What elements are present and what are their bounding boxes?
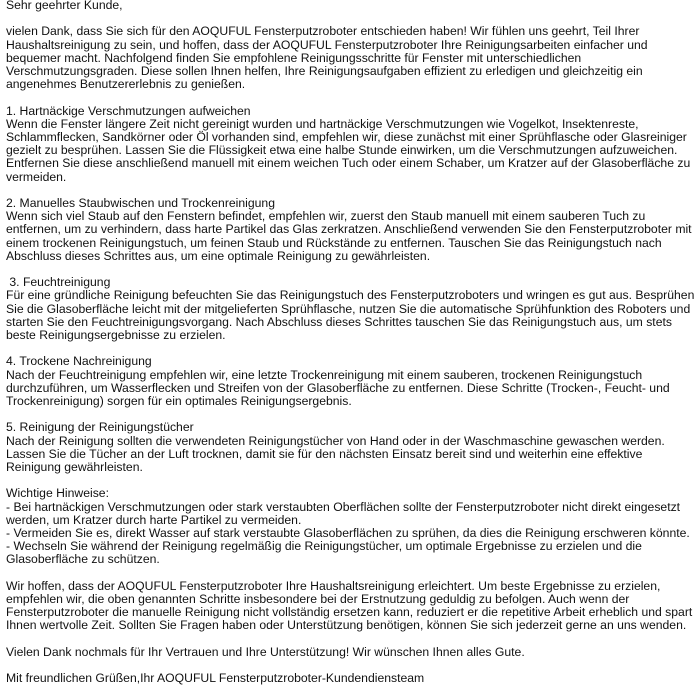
step-1-body: Wenn die Fenster längere Zeit nicht gereinigt wurden und hartnäckige Verschmutzungen wie Vogelkot, Insektenreste, Schlammflecken, Sandkörner oder Öl vorhanden sind, empfehlen wir, diese zunächst mit einer Sprühflasche oder Glasreiniger gezielt zu besprühen. Lassen Sie die Flüssigkeit etwa eine halbe Stunde einwirken, um die Verschmutzungen aufzuweichen. Entfernen Sie diese anschließend manuell mit einem weichen Tuch oder einem Schaber, um Kratzer auf der Glasoberfläche zu vermeiden. — [6, 116, 694, 184]
notes-section — [6, 487, 696, 566]
step-5-body: Nach der Reinigung sollten die verwendeten Reinigungstücher von Hand oder in der Waschmaschine gewaschen werden. Lassen Sie die Tücher an der Luft trocknen, damit sie für den nächsten Einsatz bereit sind und weiterhin eine effektive Reinigung gewährleisten. — [6, 433, 669, 475]
closing-paragraph: Wir hoffen, dass der AOQUFUL Fensterputzroboter Ihre Haushaltsreinigung erleichtert. Um beste Ergebnisse zu erzielen, empfehlen wir, die oben genannten Schritte insbesondere bei der Erstnutzung geduldig zu befolgen. Auch wenn der Fensterputzroboter die manuelle Reinigung nicht vollständig ersetzen kann, reduziert er die repetitive Arbeit erheblich und spart Ihnen wertvolle Zeit. Sollten Sie Fragen haben oder Unterstützung benötigen, können Sie sich jederzeit gerne an uns wenden. — [6, 578, 696, 633]
step-1-heading: 1. Hartnäckige Verschmutzungen aufweichen — [6, 103, 251, 118]
step-3 — [6, 276, 696, 342]
step-4-body: Nach der Feuchtreinigung empfehlen wir, eine letzte Trockenreinigung mit einem sauberen, trockenen Reinigungstuch durchzuführen, um Wasserflecken und Streifen von der Glasoberfläche zu entfernen. Diese Schritte (Trocken-, Feucht- und Trockenreinigung) sorgen für ein optimales Reinigungsergebnis. — [6, 367, 673, 409]
step-2-body: Wenn sich viel Staub auf den Fenstern befindet, empfehlen wir, zuerst den Staub manuell mit einem sauberen Tuch zu entfernen, um zu verhindern, dass harte Partikel das Glas zerkratzen. Anschließend verwenden Sie den Fensterputzroboter mit einem trockenen Reinigungstuch, um feinen Staub und Rückstände zu entfernen. Tauschen Sie das Reinigungstuch nach Abschluss dieses Schrittes aus, um eine optimale Reinigung zu gewährleisten. — [6, 209, 695, 263]
signature: Mit freundlichen Grüßen,Ihr AOQUFUL Fensterputzroboter-Kundendiensteam — [6, 671, 425, 686]
intro-paragraph: vielen Dank, dass Sie sich für den AOQUFUL Fensterputzroboter entschieden haben! Wir fühlen uns geehrt, Teil Ihrer Haushaltsreinigung zu sein, und hoffen, dass der AOQUFUL Fensterputzroboter Ihre Reinigungsarbeiten einfacher und bequemer macht. Nachfolgend finden Sie empfohlene Reinigungsschritte für Fenster mit unterschiedlichen Verschmutzungsgraden. Diese sollen Ihnen helfen, Ihre Reinigungsaufgaben effizient zu erledigen und gleichzeitig ein angenehmes Benutzererlebnis zu genießen. — [6, 24, 651, 92]
step-3-body: Für eine gründliche Reinigung befeuchten Sie das Reinigungstuch des Fensterputzroboters und wringen es gut aus. Besprühen Sie die Glasoberfläche leicht mit der mitgelieferten Sprühflasche, nutzen Sie die automatische Sprühfunktion des Roboters und starten Sie den Feuchtreinigungsvorgang. Nach Abschluss dieses Schrittes tauschen Sie das Reinigungstuch aus, um stets beste Reinigungsergebnisse zu erzielen. — [6, 288, 698, 343]
note-item: - Bei hartnäckigen Verschmutzungen oder stark verstaubten Oberflächen sollte der Fensterputzroboter nicht direkt eingesetzt werden, um Kratzer durch harte Partikel zu vermeiden. — [6, 499, 684, 527]
step-1 — [6, 105, 696, 184]
note-item: - Wechseln Sie während der Reinigung regelmäßig die Reinigungstücher, um optimale Ergebnisse zu erzielen und die Glasoberfläche zu schützen. — [6, 539, 646, 567]
notes-heading: Wichtige Hinweise: — [6, 486, 109, 501]
step-4-heading: 4. Trockene Nachreinigung — [6, 354, 152, 369]
letter-document — [6, 0, 696, 699]
step-2-heading: 2. Manuelles Staubwischen und Trockenreinigung — [6, 196, 275, 210]
step-5 — [6, 421, 696, 474]
step-2 — [6, 197, 696, 263]
greeting: Sehr geehrter Kunde, — [6, 0, 123, 12]
thanks-line: Vielen Dank nochmals für Ihr Vertrauen und Ihre Unterstützung! Wir wünschen Ihnen alles Gute. — [6, 644, 525, 659]
step-3-heading: 3. Feuchtreinigung — [6, 275, 111, 290]
step-4 — [6, 355, 696, 408]
note-item: - Vermeiden Sie es, direkt Wasser auf stark verstaubte Glasoberflächen zu sprühen, da dies die Reinigung erschweren könnte. — [6, 526, 690, 541]
step-5-heading: 5. Reinigung der Reinigungstücher — [6, 420, 194, 435]
